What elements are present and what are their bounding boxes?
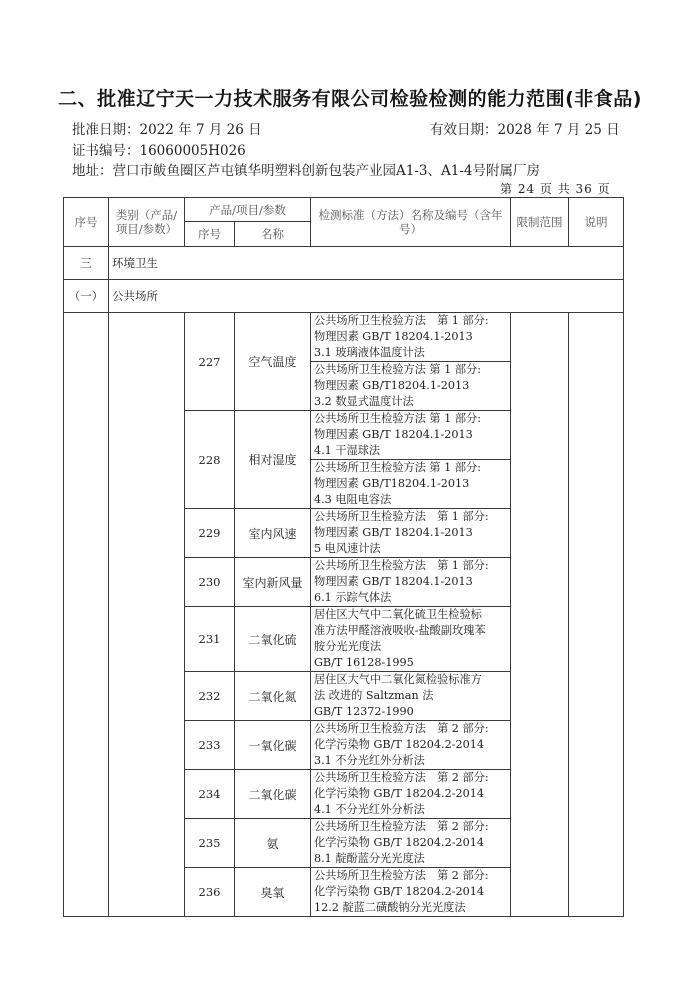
section-row (64, 247, 624, 280)
method-line: 公共场所卫生检验方法 第 2 部分: (314, 820, 489, 833)
section-label: 环境卫生 (109, 247, 624, 280)
method-line: 化学污染物 GB/T 18204.2-2014 (314, 738, 484, 751)
item-number: 234 (185, 770, 235, 819)
category-cell (109, 313, 185, 917)
header-seq: 序号 (64, 198, 109, 247)
item-number: 232 (185, 672, 235, 721)
method-line: 8.1 靛酚蓝分光光度法 (314, 852, 425, 865)
method-line: 公共场所卫生检验方法 第 1 部分: (314, 363, 481, 376)
method-line: 物理因素 GB/T18204.1-2013 (314, 477, 470, 490)
table-row (64, 313, 624, 362)
address: 地址：营口市鲅鱼圈区芦屯镇华明塑料创新包装产业园A1-3、A1-4号附属厂房 (72, 163, 540, 179)
certificate-number: 证书编号：16060005H026 (72, 143, 246, 159)
method-standard (311, 607, 511, 672)
item-name: 一氧化碳 (235, 721, 311, 770)
method-line: 化学污染物 GB/T 18204.2-2014 (314, 885, 484, 898)
header-category: 类别（产品/项目/参数） (109, 198, 185, 247)
method-standard (311, 313, 511, 362)
item-name: 氨 (235, 819, 311, 868)
note-cell (569, 313, 624, 917)
method-line: GB/T 12372-1990 (314, 705, 414, 718)
item-number: 227 (185, 313, 235, 411)
item-name: 二氧化碳 (235, 770, 311, 819)
method-line: 3.1 玻璃液体温度计法 (314, 346, 425, 359)
item-number: 236 (185, 868, 235, 917)
method-line: 3.2 数显式温度计法 (314, 395, 414, 408)
method-line: 公共场所卫生检验方法 第 2 部分: (314, 771, 489, 784)
method-line: 化学污染物 GB/T 18204.2-2014 (314, 787, 484, 800)
method-line: 物理因素 GB/T 18204.1-2013 (314, 575, 473, 588)
method-line: 公共场所卫生检验方法 第 1 部分: (314, 314, 489, 327)
method-standard (311, 721, 511, 770)
header-product: 产品/项目/参数 (185, 198, 311, 222)
method-line: 物理因素 GB/T18204.1-2013 (314, 379, 470, 392)
method-line: 公共场所卫生检验方法 第 1 部分: (314, 510, 489, 523)
method-line: 居住区大气中二氧化硫卫生检验标 (314, 608, 482, 621)
method-standard (311, 460, 511, 509)
method-standard (311, 509, 511, 558)
item-number: 229 (185, 509, 235, 558)
approval-date: 批准日期：2022 年 7 月 26 日 (72, 122, 262, 138)
section-seq: 三 (64, 247, 109, 280)
item-number: 228 (185, 411, 235, 509)
method-line: 公共场所卫生检验方法 第 1 部分: (314, 559, 489, 572)
document-title: 二、批准辽宁天一力技术服务有限公司检验检测的能力范围(非食品) (58, 88, 642, 110)
method-line: 3.1 不分光红外分析法 (314, 754, 425, 767)
subsection-label: 公共场所 (109, 280, 624, 313)
method-line: 居住区大气中二氧化氮检验标准方 (314, 673, 482, 686)
method-line: 准方法甲醛溶液吸收-盐酸副玫瑰苯 (314, 624, 486, 637)
method-line: 胺分光光度法 (314, 640, 382, 653)
item-number: 235 (185, 819, 235, 868)
item-name: 室内风速 (235, 509, 311, 558)
method-standard (311, 558, 511, 607)
method-standard (311, 868, 511, 917)
item-number: 231 (185, 607, 235, 672)
method-line: 4.3 电阻电容法 (314, 493, 392, 506)
method-line: 化学污染物 GB/T 18204.2-2014 (314, 836, 484, 849)
method-line: 4.1 干湿球法 (314, 444, 381, 457)
item-number: 233 (185, 721, 235, 770)
method-line: 法 改进的 Saltzman 法 (314, 689, 434, 702)
method-line: 6.1 示踪气体法 (314, 591, 392, 604)
item-name: 二氧化氮 (235, 672, 311, 721)
method-line: 物理因素 GB/T 18204.1-2013 (314, 330, 473, 343)
item-name: 相对湿度 (235, 411, 311, 509)
limit-cell (511, 313, 569, 917)
item-name: 室内新风量 (235, 558, 311, 607)
method-line: 物理因素 GB/T 18204.1-2013 (314, 428, 473, 441)
item-name: 二氧化硫 (235, 607, 311, 672)
method-line: 5 电风速计法 (314, 542, 381, 555)
header-name: 名称 (235, 222, 311, 247)
method-standard (311, 770, 511, 819)
subsection-seq: （一） (64, 280, 109, 313)
method-line: 12.2 靛蓝二磺酸钠分光光度法 (314, 901, 466, 914)
method-line: 公共场所卫生检验方法 第 2 部分: (314, 869, 489, 882)
subsection-row (64, 280, 624, 313)
item-name: 臭氧 (235, 868, 311, 917)
item-number: 230 (185, 558, 235, 607)
method-line: GB/T 16128-1995 (314, 656, 414, 669)
method-line: 公共场所卫生检验方法 第 1 部分: (314, 461, 481, 474)
method-line: 4.1 不分光红外分析法 (314, 803, 425, 816)
header-sub-seq: 序号 (185, 222, 235, 247)
seq-cell (64, 313, 109, 917)
method-line: 公共场所卫生检验方法 第 2 部分: (314, 722, 489, 735)
method-line: 公共场所卫生检验方法 第 1 部分: (314, 412, 481, 425)
method-standard (311, 362, 511, 411)
method-standard (311, 672, 511, 721)
header-limit: 限制范围 (511, 198, 569, 247)
page-number: 第 24 页 共 36 页 (500, 182, 611, 196)
method-line: 物理因素 GB/T 18204.1-2013 (314, 526, 473, 539)
item-name: 空气温度 (235, 313, 311, 411)
header-standard: 检测标准（方法）名称及编号（含年号） (311, 198, 511, 247)
header-note: 说明 (569, 198, 624, 247)
method-standard (311, 411, 511, 460)
valid-date: 有效日期：2028 年 7 月 25 日 (430, 122, 620, 138)
capability-table (63, 197, 624, 917)
method-standard (311, 819, 511, 868)
